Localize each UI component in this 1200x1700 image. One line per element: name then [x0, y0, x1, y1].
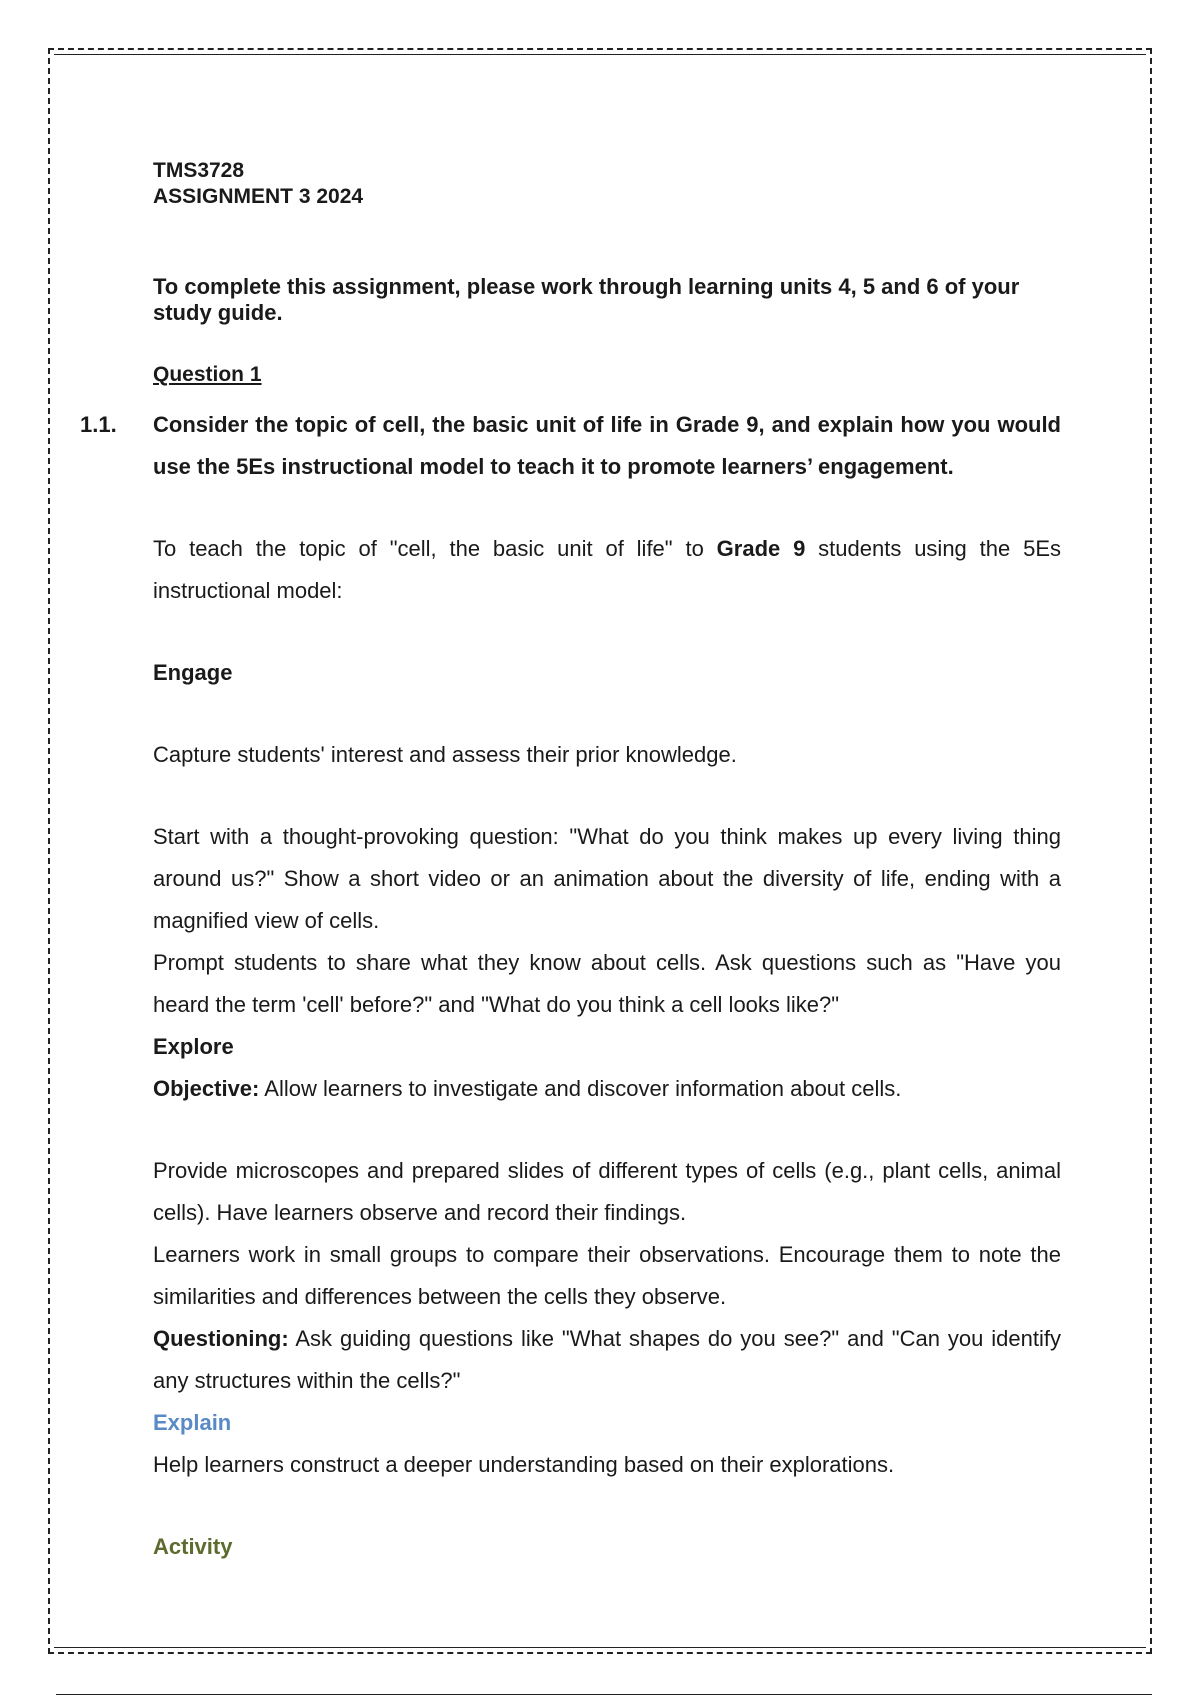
assignment-title: ASSIGNMENT 3 2024 [153, 185, 364, 208]
intro-text-before: To teach the topic of "cell, the basic unit of life" to [153, 536, 717, 561]
questioning-text: Ask guiding questions like "What shapes do you see?" and "Can you identify any structures within the cells?" [153, 1326, 1061, 1393]
question-text: Consider the topic of cell, the basic unit of life in Grade 9, and explain how you would use the 5Es instructional model to teach it to promote learners’ engagement. [153, 412, 1061, 479]
explore-paragraph-1: Provide microscopes and prepared slides of different types of cells (e.g., plant cells, animal cells). Have learners observe and record their findings. [153, 1158, 1061, 1225]
question-row [80, 404, 1061, 488]
explain-paragraph-1: Help learners construct a deeper understanding based on their explorations. [153, 1452, 895, 1477]
intro-grade-bold: Grade 9 [716, 536, 806, 561]
question-title: Question 1 [153, 363, 262, 386]
intro-text-after: students using the 5Es instructional model: [153, 536, 1061, 603]
assignment-instruction: To complete this assignment, please work through learning units 4, 5 and 6 of your study guide. [153, 274, 1020, 325]
explain-heading: Explain [153, 1410, 232, 1435]
course-code: TMS3728 [153, 159, 245, 182]
explore-objective [153, 1068, 1061, 1110]
explore-heading: Explore [153, 1034, 234, 1059]
activity-heading: Activity [153, 1534, 233, 1559]
bottom-rule [56, 1694, 1152, 1695]
explore-questioning [153, 1318, 1061, 1402]
objective-text: Allow learners to investigate and discover information about cells. [259, 1076, 902, 1101]
intro-paragraph [153, 528, 1061, 612]
engage-heading: Engage [153, 660, 233, 685]
engage-paragraph-3: Prompt students to share what they know about cells. Ask questions such as "Have you heard the term 'cell' before?" and "What do you think a cell looks like?" [153, 950, 1061, 1017]
document-content [80, 158, 1061, 1568]
objective-label: Objective: [153, 1076, 260, 1101]
questioning-label: Questioning: [153, 1326, 289, 1351]
engage-paragraph-2: Start with a thought-provoking question: "What do you think makes up every living thing around us?" Show a short video or an animation about the diversity of life, ending with a magnified view of cells. [153, 824, 1061, 933]
engage-paragraph-1: Capture students' interest and assess their prior knowledge. [153, 742, 737, 767]
question-number: 1.1. [80, 412, 117, 437]
explore-paragraph-2: Learners work in small groups to compare their observations. Encourage them to note the similarities and differences between the cells they observe. [153, 1242, 1061, 1309]
